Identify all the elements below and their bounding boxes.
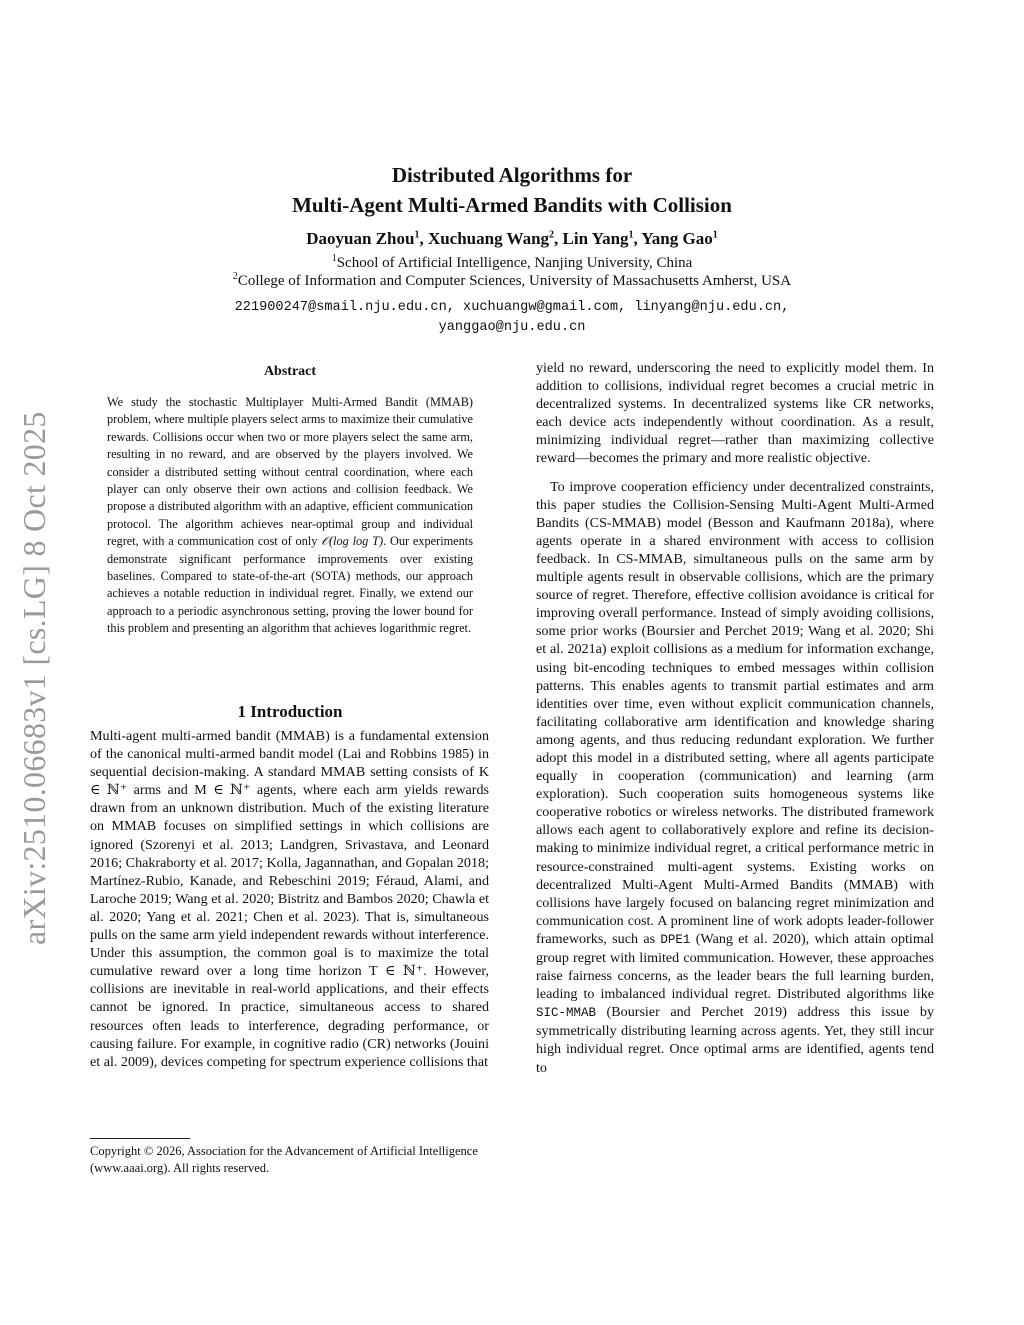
abstract-math-complexity: 𝒪(log log T) (321, 534, 384, 549)
abstract-text-continued: . Our experiments demonstrate significant performance improvements over existing baselines. Compared to state-of-the-art (SOTA) methods, our approach achieves a notable reduction in individual regret. Finally, we extend our approach to a periodic asynchronous setting, proving the lower bound for this problem and presenting an algorithm that achieves logarithmic regret. (107, 534, 473, 636)
abstract-text: We study the stochastic Multiplayer Multi-Armed Bandit (MMAB) problem, where multiple players select arms to maximize their cumulative rewards. Collisions occur when two or more players select the same arm, resulting in no reward, and are observed by the players involved. We consider a distributed setting without central coordination, where each player can only observe their own actions and collision feedback. We propose a distributed algorithm with an adaptive, efficient communication protocol. The algorithm achieves near-optimal group and individual regret, with a communication cost of only (107, 395, 473, 549)
left-column-body (90, 727, 489, 1071)
author-name: Yang Gao (641, 229, 713, 248)
affiliation-mark: 2 (232, 271, 238, 282)
paper-title (0, 160, 1024, 220)
affiliation-mark: 1 (331, 253, 337, 264)
abstract-body (107, 394, 473, 638)
copyright-footnote: Copyright © 2026, Association for the Advancement of Artificial Intelligence (www.aaai.org). All rights reserved. (90, 1144, 478, 1175)
affiliation-2 (0, 273, 1024, 290)
title-line-2: Multi-Agent Multi-Armed Bandits with Collision (292, 193, 732, 217)
author-emails (0, 298, 1024, 338)
author-list (0, 229, 1024, 249)
paragraph-text: (Boursier and Perchet 2019) address this issue by symmetrically distributing learning across agents. Yet, they still incur high individual regret. Once optimal arms are identified, agents tend to (536, 1004, 934, 1076)
author-separator: , (554, 229, 563, 248)
emails-line-1: 221900247@smail.nju.edu.cn, xuchuangw@gmail.com, linyang@nju.edu.cn, (234, 300, 790, 315)
arxiv-identifier-stamp: arXiv:2510.06683v1 [cs.LG] 8 Oct 2025 (16, 411, 52, 945)
author-name: Xuchuang Wang (427, 229, 550, 248)
algorithm-name-dpe1: DPE1 (660, 932, 691, 947)
section-heading-introduction: 1 Introduction (237, 702, 343, 721)
paragraph-text: To improve cooperation efficiency under decentralized constraints, this paper studies the Collision-Sensing Multi-Agent Multi-Armed Bandits (CS-MMAB) model (Besson and Kaufmann 2018a), where agents operate in a shared environment with access to collision feedback. In CS-MMAB, simultaneous pulls on the same arm by multiple agents result in observable collisions, which are the primary source of regret. Therefore, effective collision avoidance is critical for improving overall performance. Instead of simply avoiding collisions, some prior works (Boursier and Perchet 2019; Wang et al. 2020; Shi et al. 2021a) exploit collisions as a medium for information exchange, using bit-encoding techniques to embed messages within collision patterns. This enables agents to transmit partial estimates and arm identities over time, even without explicit communication channels, facilitating collaborative arm identification and knowledge sharing among agents, and thus reducing redundant exploration. We further adopt this model in a distributed setting, where all agents participate equally in cooperation (communication) and learning (arm exploration). Such cooperation suits homogeneous systems like cooperative robotics or wireless networks. The distributed framework allows each agent to collaboratively explore and refine its decision-making to minimize individual regret, a critical performance metric in resource-constrained multi-agent systems. Existing works on decentralized Multi-Agent Multi-Armed Bandits (MMAB) with collisions have largely focused on balancing regret minimization and communication cost. A prominent line of work adopts leader-follower frameworks, such as (536, 478, 934, 947)
title-line-1: Distributed Algorithms for (391, 163, 633, 187)
footnote-divider (90, 1138, 190, 1139)
author-name: Daoyuan Zhou (306, 229, 415, 248)
emails-line-2: yanggao@nju.edu.cn (438, 320, 586, 335)
abstract-heading: Abstract (263, 364, 317, 379)
algorithm-name-sic-mmab: SIC-MMAB (536, 1006, 597, 1021)
intro-paragraph-2 (536, 478, 934, 1077)
intro-paragraph: Multi-agent multi-armed bandit (MMAB) is a fundamental extension of the canonical multi-armed bandit model (Lai and Robbins 1985) in sequential decision-making. A standard MMAB setting consists of K ∈ ℕ⁺ arms and M ∈ ℕ⁺ agents, where each arm yields rewards drawn from an unknown distribution. Much of the existing literature on MMAB focuses on simplified settings in which collisions are ignored (Szorenyi et al. 2013; Landgren, Srivastava, and Leonard 2016; Chakraborty et al. 2017; Kolla, Jagannathan, and Gopalan 2018; Martínez-Rubio, Kanade, and Rebeschini 2019; Féraud, Alami, and Laroche 2019; Wang et al. 2020; Bistritz and Bambos 2020; Chawla et al. 2020; Yang et al. 2021; Chen et al. 2023). That is, simultaneous pulls on the same arm yield independent rewards without interference. Under this assumption, the common goal is to maximize the total cumulative reward over a long time horizon T ∈ ℕ⁺. However, collisions are inevitable in real-world applications, and their effects cannot be ignored. In practice, simultaneous access to shared resources often leads to interference, degrading performance, or causing failure. For example, in cognitive radio (CR) networks (Jouini et al. 2009), devices competing for spectrum experience collisions that (90, 728, 489, 1070)
paragraph-text: (Wang et al. 2020), which attain optimal group regret with limited communication. However, these approaches raise fairness concerns, as the leader bears the full learning burden, leading to imbalanced individual regret. Distributed algorithms like (536, 930, 934, 1003)
affiliation-text: College of Information and Computer Sciences, University of Massachusetts Amherst, USA (237, 273, 792, 289)
right-column-body (536, 359, 934, 1077)
affiliation-text: School of Artificial Intelligence, Nanjing University, China (336, 255, 693, 271)
author-affil-mark: 2 (549, 229, 555, 241)
author-separator: , (419, 229, 428, 248)
affiliation-1 (0, 255, 1024, 272)
author-affil-mark: 1 (414, 229, 420, 241)
intro-paragraph-continued: yield no reward, underscoring the need to explicitly model them. In addition to collisions, individual regret becomes a crucial metric in decentralized systems. In decentralized systems like CR networks, each device acts independently without coordination. As a result, minimizing individual regret—rather than maximizing collective reward—becomes the primary and more realistic objective. (536, 360, 934, 467)
author-affil-mark: 1 (628, 229, 634, 241)
author-name: Lin Yang (562, 229, 629, 248)
author-separator: , (633, 229, 642, 248)
author-affil-mark: 1 (712, 229, 718, 241)
